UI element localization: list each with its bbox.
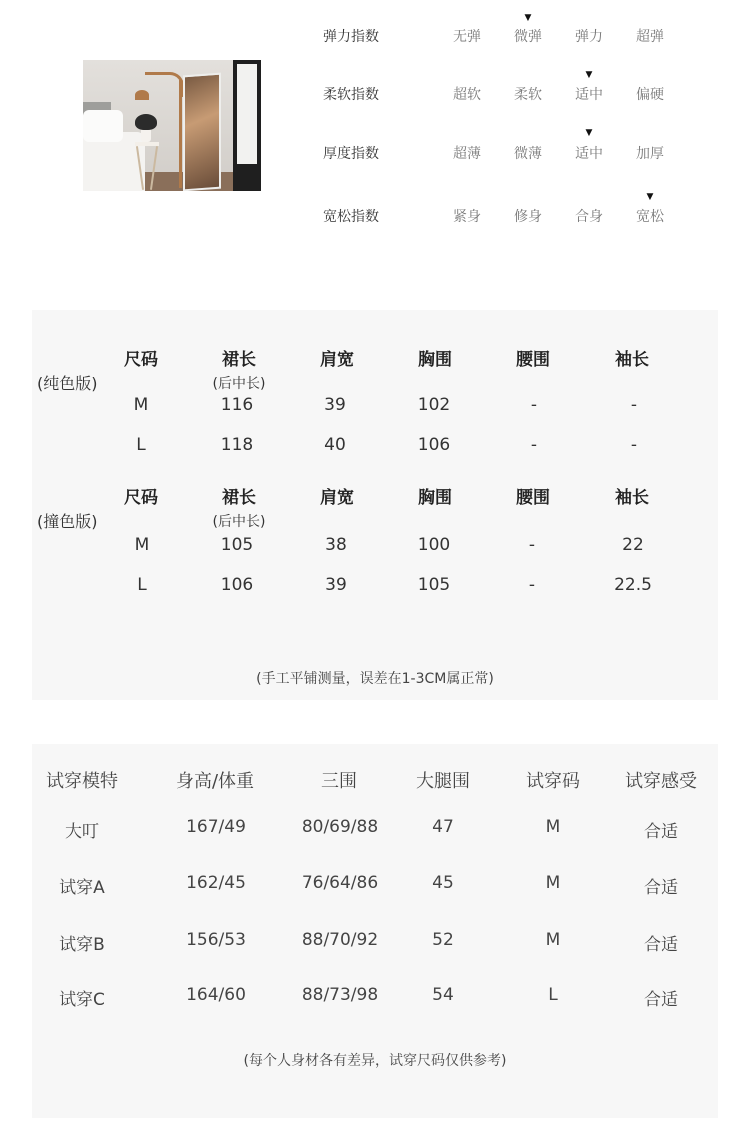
table-cell: M	[133, 395, 149, 415]
table-cell: 合适	[644, 935, 678, 955]
table-cell: 39	[324, 395, 346, 415]
index-option: 修身	[514, 209, 542, 225]
column-header: 试穿感受	[625, 771, 697, 792]
table-cell: 167/49	[186, 817, 246, 837]
table-cell: M	[545, 873, 561, 893]
column-header: 大腿围	[416, 771, 470, 792]
table-cell: L	[548, 985, 558, 1005]
selected-marker-icon: ▼	[585, 70, 593, 80]
table-cell: 合适	[644, 878, 678, 898]
index-option: 适中	[575, 146, 603, 162]
table-cell: 164/60	[186, 985, 246, 1005]
index-option: 紧身	[453, 209, 481, 225]
table-cell: 大叮	[65, 822, 99, 842]
column-header: 身高/体重	[175, 771, 255, 792]
table-cell: M	[134, 535, 150, 555]
index-option: 超薄	[453, 146, 481, 162]
table-cell: 合适	[644, 822, 678, 842]
index-option: 超弹	[636, 29, 664, 45]
table-cell: 47	[432, 817, 454, 837]
column-header: 尺码	[124, 488, 158, 508]
table-cell: 80/69/88	[301, 817, 379, 837]
table-cell: 116	[220, 395, 254, 415]
table-cell: -	[530, 395, 538, 415]
index-option: 微薄	[514, 146, 542, 162]
selected-marker-icon: ▼	[646, 192, 654, 202]
column-header: 胸围	[418, 350, 452, 370]
table-cell: 106	[220, 575, 254, 595]
table-cell: -	[528, 575, 536, 595]
column-header: 腰围	[516, 350, 550, 370]
column-header: 裙长	[222, 488, 256, 508]
index-option: 微弹	[514, 29, 542, 45]
measurement-note: (手工平铺测量，误差在1-3CM属正常)	[256, 671, 494, 687]
column-header: 肩宽	[320, 488, 354, 508]
index-option: 偏硬	[636, 87, 664, 103]
table-cell: 105	[220, 535, 254, 555]
table-cell: 22	[622, 535, 644, 555]
table-cell: 162/45	[186, 873, 246, 893]
selected-marker-icon: ▼	[524, 13, 532, 23]
column-header: 腰围	[516, 488, 550, 508]
index-label-softness: 柔软指数	[323, 87, 379, 103]
table-cell: -	[530, 435, 538, 455]
index-label-looseness: 宽松指数	[323, 209, 379, 225]
table-cell: -	[630, 435, 638, 455]
column-header: 裙长	[222, 350, 256, 370]
column-subheader: (后中长)	[212, 514, 266, 530]
column-header: 胸围	[418, 488, 452, 508]
index-option: 加厚	[636, 146, 664, 162]
table-cell: 38	[325, 535, 347, 555]
table-cell: 156/53	[186, 930, 246, 950]
table-cell: L	[137, 575, 147, 595]
column-header: 试穿模特	[46, 771, 118, 792]
table-cell: 88/70/92	[301, 930, 379, 950]
index-label-thickness: 厚度指数	[323, 146, 379, 162]
table-cell: M	[545, 817, 561, 837]
table-cell: 39	[325, 575, 347, 595]
table-cell: 试穿A	[59, 878, 105, 898]
table-cell: 试穿C	[59, 990, 105, 1010]
column-header: 肩宽	[320, 350, 354, 370]
table-cell: 76/64/86	[301, 873, 379, 893]
table-cell: 118	[220, 435, 254, 455]
index-option: 宽松	[636, 209, 664, 225]
column-header: 三围	[321, 771, 357, 792]
index-option: 柔软	[514, 87, 542, 103]
table-cell: 52	[432, 930, 454, 950]
table-cell: 105	[417, 575, 451, 595]
index-option: 合身	[575, 209, 603, 225]
index-label-elasticity: 弹力指数	[323, 29, 379, 45]
table-cell: 88/73/98	[301, 985, 379, 1005]
table-cell: L	[136, 435, 146, 455]
fit-note: (每个人身材各有差异，试穿尺码仅供参考)	[243, 1053, 507, 1069]
column-header: 袖长	[615, 350, 649, 370]
table-cell: 试穿B	[59, 935, 105, 955]
column-header: 尺码	[124, 350, 158, 370]
version-label: (纯色版)	[37, 374, 98, 393]
index-option: 无弹	[453, 29, 481, 45]
version-label: (撞色版)	[37, 512, 98, 531]
table-cell: 合适	[644, 990, 678, 1010]
table-cell: 45	[432, 873, 454, 893]
table-cell: 102	[417, 395, 451, 415]
index-option: 弹力	[575, 29, 603, 45]
table-cell: 40	[324, 435, 346, 455]
table-cell: 54	[432, 985, 454, 1005]
table-cell: 100	[417, 535, 451, 555]
column-subheader: (后中长)	[212, 376, 266, 392]
table-cell: M	[545, 930, 561, 950]
index-option: 适中	[575, 87, 603, 103]
index-option: 超软	[453, 87, 481, 103]
table-cell: -	[630, 395, 638, 415]
table-cell: -	[528, 535, 536, 555]
table-cell: 22.5	[614, 575, 652, 595]
product-photo	[83, 60, 261, 191]
selected-marker-icon: ▼	[585, 128, 593, 138]
table-cell: 106	[417, 435, 451, 455]
column-header: 试穿码	[526, 771, 580, 792]
column-header: 袖长	[615, 488, 649, 508]
